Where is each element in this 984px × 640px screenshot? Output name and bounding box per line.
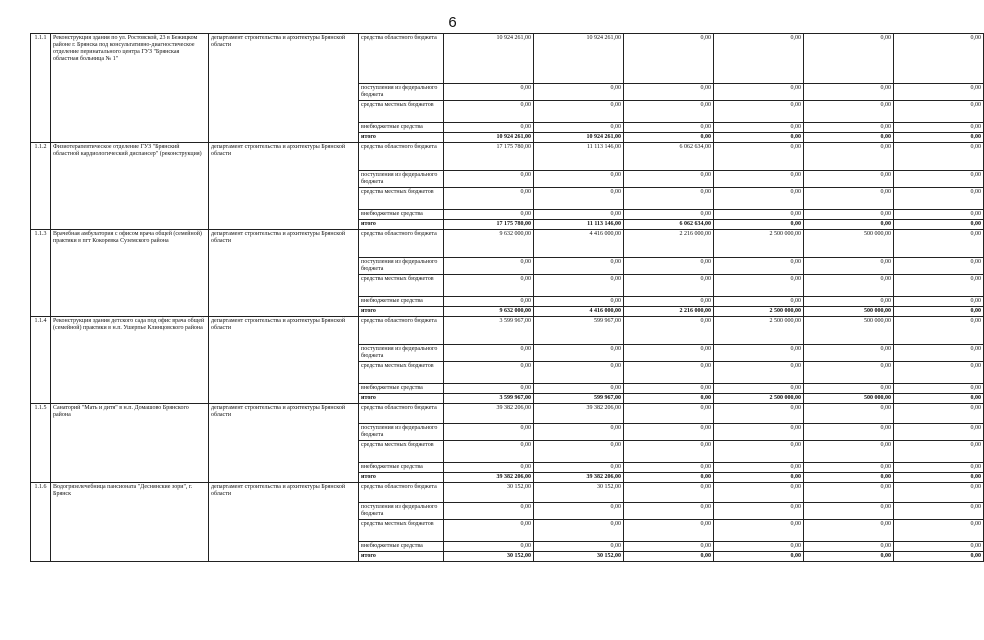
amount-cell: 0,00 (804, 84, 894, 101)
amount-cell: 0,00 (714, 84, 804, 101)
funding-source-label: итого (359, 552, 444, 562)
amount-cell: 0,00 (624, 384, 714, 394)
amount-cell: 0,00 (804, 473, 894, 483)
amount-cell: 0,00 (714, 441, 804, 463)
amount-cell: 0,00 (894, 345, 984, 362)
amount-cell: 0,00 (714, 520, 804, 542)
amount-cell: 0,00 (804, 424, 894, 441)
amount-cell: 0,00 (534, 542, 624, 552)
amount-cell: 0,00 (894, 542, 984, 552)
amount-cell: 0,00 (534, 101, 624, 123)
amount-cell: 0,00 (894, 123, 984, 133)
amount-cell: 10 924 261,00 (534, 133, 624, 143)
funding-source-label: поступления из федерального бюджета (359, 503, 444, 520)
amount-cell: 0,00 (444, 258, 534, 275)
funding-source-label: средства местных бюджетов (359, 101, 444, 123)
amount-cell: 0,00 (894, 520, 984, 542)
amount-cell: 0,00 (624, 503, 714, 520)
amount-cell: 0,00 (444, 441, 534, 463)
project-executor: департамент строительства и архитектуры Брянской области (209, 230, 359, 317)
amount-cell: 0,00 (804, 503, 894, 520)
amount-cell: 0,00 (624, 275, 714, 297)
amount-cell: 0,00 (804, 362, 894, 384)
amount-cell: 0,00 (714, 463, 804, 473)
funding-source-label: итого (359, 394, 444, 404)
amount-cell: 30 152,00 (444, 483, 534, 503)
funding-source-label: поступления из федерального бюджета (359, 424, 444, 441)
amount-cell: 0,00 (624, 34, 714, 84)
amount-cell: 0,00 (534, 345, 624, 362)
amount-cell: 39 382 206,00 (444, 404, 534, 424)
amount-cell: 0,00 (534, 503, 624, 520)
amount-cell: 0,00 (714, 34, 804, 84)
amount-cell: 11 113 146,00 (534, 143, 624, 171)
amount-cell: 0,00 (714, 101, 804, 123)
amount-cell: 0,00 (894, 483, 984, 503)
amount-cell: 0,00 (804, 441, 894, 463)
amount-cell: 0,00 (894, 441, 984, 463)
amount-cell: 0,00 (714, 503, 804, 520)
page-number: 6 (448, 14, 457, 31)
amount-cell: 39 382 206,00 (534, 473, 624, 483)
amount-cell: 0,00 (804, 404, 894, 424)
funding-source-label: внебюджетные средства (359, 384, 444, 394)
amount-cell: 0,00 (894, 258, 984, 275)
amount-cell: 0,00 (534, 463, 624, 473)
amount-cell: 0,00 (894, 34, 984, 84)
amount-cell: 0,00 (804, 188, 894, 210)
amount-cell: 0,00 (624, 317, 714, 345)
amount-cell: 0,00 (894, 307, 984, 317)
amount-cell: 0,00 (534, 123, 624, 133)
funding-source-label: внебюджетные средства (359, 210, 444, 220)
amount-cell: 0,00 (894, 317, 984, 345)
funding-source-label: внебюджетные средства (359, 297, 444, 307)
amount-cell: 10 924 261,00 (534, 34, 624, 84)
amount-cell: 0,00 (714, 258, 804, 275)
amount-cell: 10 924 261,00 (444, 133, 534, 143)
amount-cell: 30 152,00 (534, 552, 624, 562)
amount-cell: 0,00 (804, 275, 894, 297)
project-executor: департамент строительства и архитектуры Брянской области (209, 34, 359, 143)
table-row (31, 404, 984, 424)
funding-source-label: средства местных бюджетов (359, 275, 444, 297)
amount-cell: 599 967,00 (534, 394, 624, 404)
funding-source-label: итого (359, 220, 444, 230)
funding-source-label: средства областного бюджета (359, 34, 444, 84)
amount-cell: 0,00 (534, 424, 624, 441)
amount-cell: 0,00 (804, 483, 894, 503)
funding-source-label: средства областного бюджета (359, 230, 444, 258)
amount-cell: 3 599 967,00 (444, 394, 534, 404)
amount-cell: 0,00 (714, 220, 804, 230)
amount-cell: 0,00 (804, 542, 894, 552)
funding-source-label: средства местных бюджетов (359, 362, 444, 384)
amount-cell: 0,00 (534, 275, 624, 297)
amount-cell: 0,00 (804, 133, 894, 143)
amount-cell: 0,00 (624, 441, 714, 463)
amount-cell: 11 113 146,00 (534, 220, 624, 230)
project-name: Водогрязелечебница пансионата "Деснянские зори", г. Брянск (51, 483, 209, 562)
amount-cell: 0,00 (894, 404, 984, 424)
amount-cell: 0,00 (624, 463, 714, 473)
amount-cell: 0,00 (624, 483, 714, 503)
amount-cell: 0,00 (534, 441, 624, 463)
project-name: Физиотерапевтическое отделение ГУЗ "Брянский областной кардиологический диспансер" (реконструкция) (51, 143, 209, 230)
amount-cell: 0,00 (444, 123, 534, 133)
project-name: Реконструкция здания по ул. Ростовской, 23 в Бежицком районе г. Брянска под консультативно-диагностическое отделение перинатального центра ГУЗ "Брянская областная больница № 1" (51, 34, 209, 143)
amount-cell: 30 152,00 (534, 483, 624, 503)
amount-cell: 0,00 (624, 520, 714, 542)
amount-cell: 3 599 967,00 (444, 317, 534, 345)
project-index: 1.1.6 (31, 483, 51, 562)
amount-cell: 0,00 (444, 463, 534, 473)
amount-cell: 0,00 (444, 101, 534, 123)
amount-cell: 0,00 (444, 210, 534, 220)
amount-cell: 0,00 (714, 123, 804, 133)
amount-cell: 9 632 000,00 (444, 230, 534, 258)
amount-cell: 0,00 (894, 133, 984, 143)
funding-source-label: средства местных бюджетов (359, 441, 444, 463)
amount-cell: 0,00 (534, 520, 624, 542)
amount-cell: 39 382 206,00 (444, 473, 534, 483)
amount-cell: 0,00 (804, 345, 894, 362)
amount-cell: 0,00 (714, 404, 804, 424)
amount-cell: 17 175 780,00 (444, 220, 534, 230)
amount-cell: 0,00 (534, 258, 624, 275)
amount-cell: 0,00 (804, 220, 894, 230)
funding-source-label: итого (359, 133, 444, 143)
amount-cell: 0,00 (714, 424, 804, 441)
amount-cell: 0,00 (444, 297, 534, 307)
amount-cell: 0,00 (894, 275, 984, 297)
project-name: Реконструкция здания детского сада под офис врача общей (семейной) практики в н.п. Ушерпье Клинцовского района (51, 317, 209, 404)
amount-cell: 0,00 (624, 542, 714, 552)
funding-source-label: итого (359, 473, 444, 483)
funding-source-label: средства областного бюджета (359, 404, 444, 424)
amount-cell: 17 175 780,00 (444, 143, 534, 171)
amount-cell: 0,00 (444, 345, 534, 362)
amount-cell: 0,00 (714, 210, 804, 220)
amount-cell: 0,00 (804, 297, 894, 307)
amount-cell: 2 500 000,00 (714, 394, 804, 404)
financing-table (30, 33, 984, 562)
amount-cell: 0,00 (894, 171, 984, 188)
amount-cell: 0,00 (804, 123, 894, 133)
table-row (31, 34, 984, 84)
amount-cell: 0,00 (624, 258, 714, 275)
amount-cell: 0,00 (534, 171, 624, 188)
amount-cell: 0,00 (444, 362, 534, 384)
amount-cell: 0,00 (804, 463, 894, 473)
amount-cell: 0,00 (624, 345, 714, 362)
amount-cell: 0,00 (894, 473, 984, 483)
amount-cell: 0,00 (894, 297, 984, 307)
amount-cell: 0,00 (624, 210, 714, 220)
amount-cell: 0,00 (624, 133, 714, 143)
amount-cell: 0,00 (624, 188, 714, 210)
funding-source-label: итого (359, 307, 444, 317)
table-row (31, 230, 984, 258)
amount-cell: 0,00 (444, 542, 534, 552)
funding-source-label: средства местных бюджетов (359, 520, 444, 542)
amount-cell: 0,00 (804, 143, 894, 171)
amount-cell: 500 000,00 (804, 394, 894, 404)
amount-cell: 500 000,00 (804, 307, 894, 317)
amount-cell: 0,00 (534, 84, 624, 101)
amount-cell: 0,00 (624, 84, 714, 101)
project-index: 1.1.5 (31, 404, 51, 483)
amount-cell: 6 062 634,00 (624, 220, 714, 230)
amount-cell: 0,00 (534, 362, 624, 384)
amount-cell: 0,00 (714, 345, 804, 362)
amount-cell: 599 967,00 (534, 317, 624, 345)
project-name: Врачебная амбулатория с офисом врача общей (семейной) практики в пгт Кокоревка Суземского района (51, 230, 209, 317)
amount-cell: 500 000,00 (804, 317, 894, 345)
project-index: 1.1.1 (31, 34, 51, 143)
amount-cell: 0,00 (444, 188, 534, 210)
funding-source-label: внебюджетные средства (359, 123, 444, 133)
amount-cell: 0,00 (624, 101, 714, 123)
amount-cell: 0,00 (714, 483, 804, 503)
amount-cell: 0,00 (714, 133, 804, 143)
amount-cell: 0,00 (894, 362, 984, 384)
amount-cell: 0,00 (894, 384, 984, 394)
table-row (31, 483, 984, 503)
amount-cell: 500 000,00 (804, 230, 894, 258)
project-executor: департамент строительства и архитектуры Брянской области (209, 317, 359, 404)
amount-cell: 0,00 (624, 362, 714, 384)
funding-source-label: поступления из федерального бюджета (359, 84, 444, 101)
amount-cell: 0,00 (894, 463, 984, 473)
amount-cell: 0,00 (894, 101, 984, 123)
amount-cell: 0,00 (894, 394, 984, 404)
amount-cell: 0,00 (714, 473, 804, 483)
amount-cell: 0,00 (714, 188, 804, 210)
amount-cell: 10 924 261,00 (444, 34, 534, 84)
amount-cell: 0,00 (894, 552, 984, 562)
amount-cell: 0,00 (714, 542, 804, 552)
amount-cell: 0,00 (534, 297, 624, 307)
amount-cell: 0,00 (624, 123, 714, 133)
project-name: Санаторий "Мать и дитя" в н.п. Домашово Брянского района (51, 404, 209, 483)
amount-cell: 0,00 (894, 143, 984, 171)
amount-cell: 0,00 (624, 171, 714, 188)
amount-cell: 9 632 000,00 (444, 307, 534, 317)
amount-cell: 0,00 (804, 101, 894, 123)
table-body (31, 34, 984, 562)
amount-cell: 0,00 (804, 258, 894, 275)
amount-cell: 0,00 (804, 171, 894, 188)
amount-cell: 0,00 (444, 503, 534, 520)
amount-cell: 0,00 (714, 297, 804, 307)
amount-cell: 0,00 (894, 503, 984, 520)
amount-cell: 0,00 (534, 384, 624, 394)
project-index: 1.1.4 (31, 317, 51, 404)
funding-source-label: внебюджетные средства (359, 542, 444, 552)
project-executor: департамент строительства и архитектуры Брянской области (209, 483, 359, 562)
amount-cell: 0,00 (444, 520, 534, 542)
amount-cell: 0,00 (714, 362, 804, 384)
amount-cell: 0,00 (534, 210, 624, 220)
amount-cell: 4 416 000,00 (534, 230, 624, 258)
funding-source-label: внебюджетные средства (359, 463, 444, 473)
funding-source-label: средства областного бюджета (359, 483, 444, 503)
funding-source-label: средства местных бюджетов (359, 188, 444, 210)
amount-cell: 0,00 (714, 171, 804, 188)
amount-cell: 2 500 000,00 (714, 230, 804, 258)
amount-cell: 0,00 (624, 297, 714, 307)
amount-cell: 0,00 (444, 275, 534, 297)
amount-cell: 0,00 (624, 394, 714, 404)
funding-source-label: средства областного бюджета (359, 143, 444, 171)
amount-cell: 0,00 (624, 424, 714, 441)
amount-cell: 0,00 (894, 210, 984, 220)
amount-cell: 0,00 (624, 404, 714, 424)
amount-cell: 2 500 000,00 (714, 307, 804, 317)
amount-cell: 0,00 (714, 275, 804, 297)
amount-cell: 2 500 000,00 (714, 317, 804, 345)
funding-source-label: средства областного бюджета (359, 317, 444, 345)
project-index: 1.1.2 (31, 143, 51, 230)
amount-cell: 0,00 (714, 143, 804, 171)
amount-cell: 0,00 (714, 384, 804, 394)
amount-cell: 0,00 (804, 34, 894, 84)
amount-cell: 0,00 (894, 188, 984, 210)
amount-cell: 30 152,00 (444, 552, 534, 562)
amount-cell: 0,00 (624, 552, 714, 562)
amount-cell: 0,00 (444, 384, 534, 394)
amount-cell: 0,00 (444, 84, 534, 101)
amount-cell: 0,00 (444, 424, 534, 441)
amount-cell: 6 062 634,00 (624, 143, 714, 171)
project-executor: департамент строительства и архитектуры Брянской области (209, 143, 359, 230)
amount-cell: 0,00 (804, 552, 894, 562)
amount-cell: 2 216 000,00 (624, 307, 714, 317)
amount-cell: 2 216 000,00 (624, 230, 714, 258)
amount-cell: 0,00 (624, 473, 714, 483)
amount-cell: 0,00 (894, 84, 984, 101)
funding-source-label: поступления из федерального бюджета (359, 258, 444, 275)
table-row (31, 143, 984, 171)
project-index: 1.1.3 (31, 230, 51, 317)
amount-cell: 0,00 (714, 552, 804, 562)
funding-source-label: поступления из федерального бюджета (359, 345, 444, 362)
amount-cell: 4 416 000,00 (534, 307, 624, 317)
amount-cell: 0,00 (804, 210, 894, 220)
amount-cell: 0,00 (804, 520, 894, 542)
table-row (31, 317, 984, 345)
project-executor: департамент строительства и архитектуры Брянской области (209, 404, 359, 483)
funding-source-label: поступления из федерального бюджета (359, 171, 444, 188)
amount-cell: 0,00 (804, 384, 894, 394)
amount-cell: 0,00 (444, 171, 534, 188)
amount-cell: 0,00 (894, 424, 984, 441)
amount-cell: 0,00 (534, 188, 624, 210)
amount-cell: 0,00 (894, 230, 984, 258)
amount-cell: 0,00 (894, 220, 984, 230)
amount-cell: 39 382 206,00 (534, 404, 624, 424)
